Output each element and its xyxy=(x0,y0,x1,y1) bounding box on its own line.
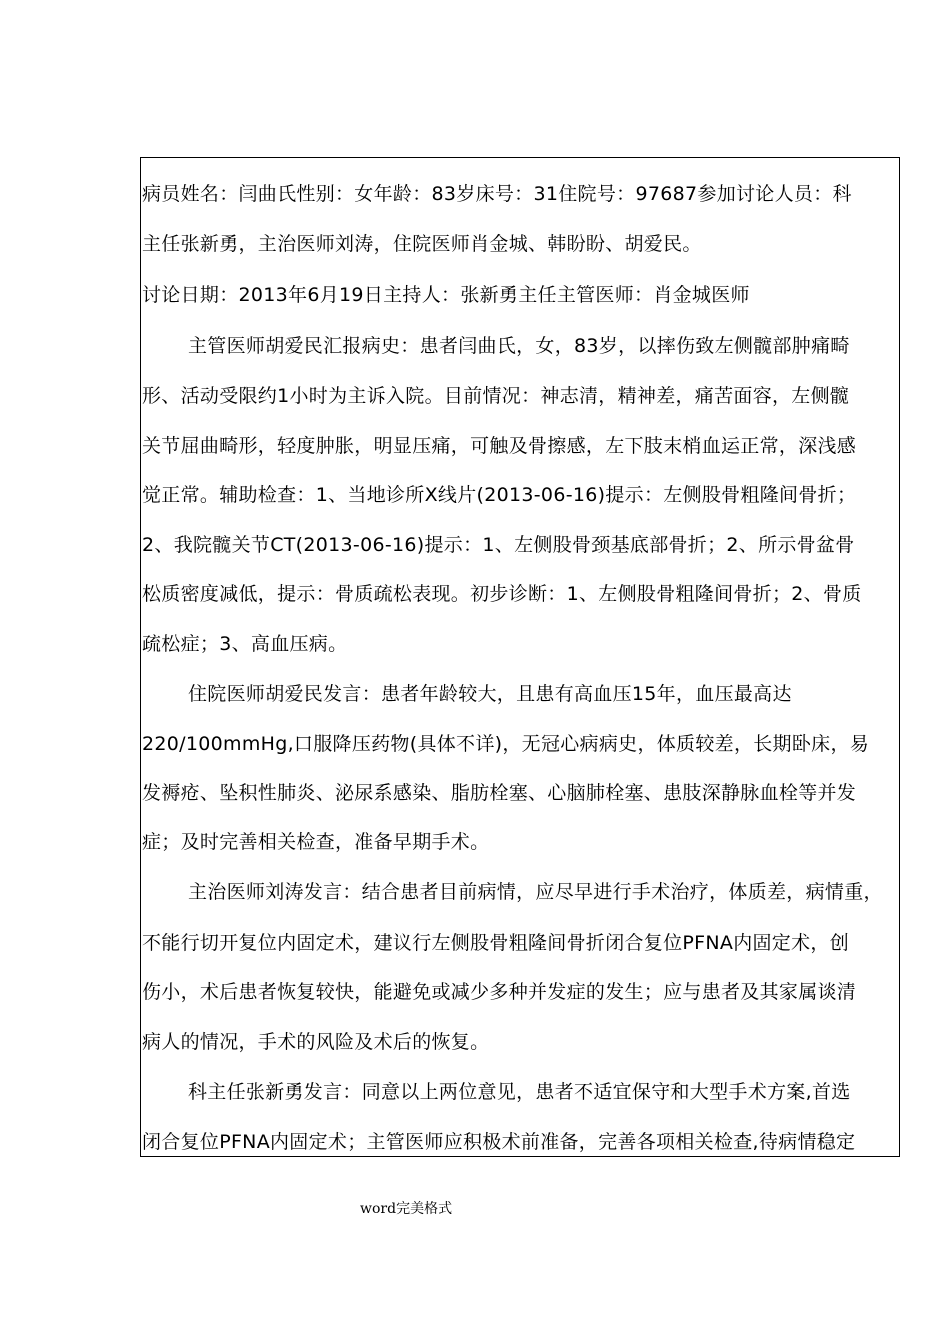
paragraph-1-line-1: 主管医师胡爱民汇报病史：患者闫曲氏，女，83岁，以摔伤致左侧髋部肿痛畸 xyxy=(188,335,850,357)
discussion-date-line: 讨论日期：2013年6月19日主持人：张新勇主任主管医师：肖金城医师 xyxy=(142,284,750,306)
paragraph-1-line-6: 松质密度减低，提示：骨质疏松表现。初步诊断：1、左侧股骨粗隆间骨折；2、骨质 xyxy=(142,583,862,605)
header-line-1: 病员姓名：闫曲氏性别：女年龄：83岁床号：31住院号：97687参加讨论人员：科 xyxy=(142,183,852,205)
paragraph-1-line-7: 疏松症；3、高血压病。 xyxy=(142,633,348,655)
paragraph-3-line-4: 病人的情况，手术的风险及术后的恢复。 xyxy=(142,1031,490,1053)
header-line-2: 主任张新勇，主治医师刘涛，住院医师肖金城、韩盼盼、胡爱民。 xyxy=(142,233,702,255)
paragraph-4-line-1: 科主任张新勇发言：同意以上两位意见，患者不适宜保守和大型手术方案,首选 xyxy=(188,1081,851,1103)
paragraph-4-line-2: 闭合复位PFNA内固定术；主管医师应积极术前准备，完善各项相关检查,待病情稳定 xyxy=(142,1131,856,1153)
paragraph-1-line-5: 2、我院髋关节CT(2013-06-16)提示：1、左侧股骨颈基底部骨折；2、所示骨盆骨 xyxy=(142,534,855,556)
paragraph-2-line-4: 症；及时完善相关检查，准备早期手术。 xyxy=(142,831,490,853)
paragraph-2-line-2: 220/100mmHg,口服降压药物(具体不详)，无冠心病病史，体质较差，长期卧床，易 xyxy=(142,733,870,755)
paragraph-1-line-3: 关节屈曲畸形，轻度肿胀，明显压痛，可触及骨擦感，左下肢末梢血运正常，深浅感 xyxy=(142,435,857,457)
page-footer: word完美格式 xyxy=(360,1201,453,1217)
paragraph-2-line-1: 住院医师胡爱民发言：患者年龄较大，且患有高血压15年，血压最高达 xyxy=(188,683,792,705)
paragraph-1-line-2: 形、活动受限约1小时为主诉入院。目前情况：神志清，精神差，痛苦面容，左侧髋 xyxy=(142,385,850,407)
paragraph-3-line-3: 伤小，术后患者恢复较快，能避免或减少多种并发症的发生；应与患者及其家属谈清 xyxy=(142,981,857,1003)
paragraph-2-line-3: 发褥疮、坠积性肺炎、泌尿系感染、脂肪栓塞、心脑肺栓塞、患肢深静脉血栓等并发 xyxy=(142,782,857,804)
paragraph-3-line-2: 不能行切开复位内固定术，建议行左侧股骨粗隆间骨折闭合复位PFNA内固定术，创 xyxy=(142,932,849,954)
paragraph-1-line-4: 觉正常。辅助检查：1、当地诊所X线片(2013-06-16)提示：左侧股骨粗隆间骨折； xyxy=(142,484,857,506)
paragraph-3-line-1: 主治医师刘涛发言：结合患者目前病情，应尽早进行手术治疗，体质差，病情重， xyxy=(188,881,883,903)
record-table-border xyxy=(140,157,900,1157)
